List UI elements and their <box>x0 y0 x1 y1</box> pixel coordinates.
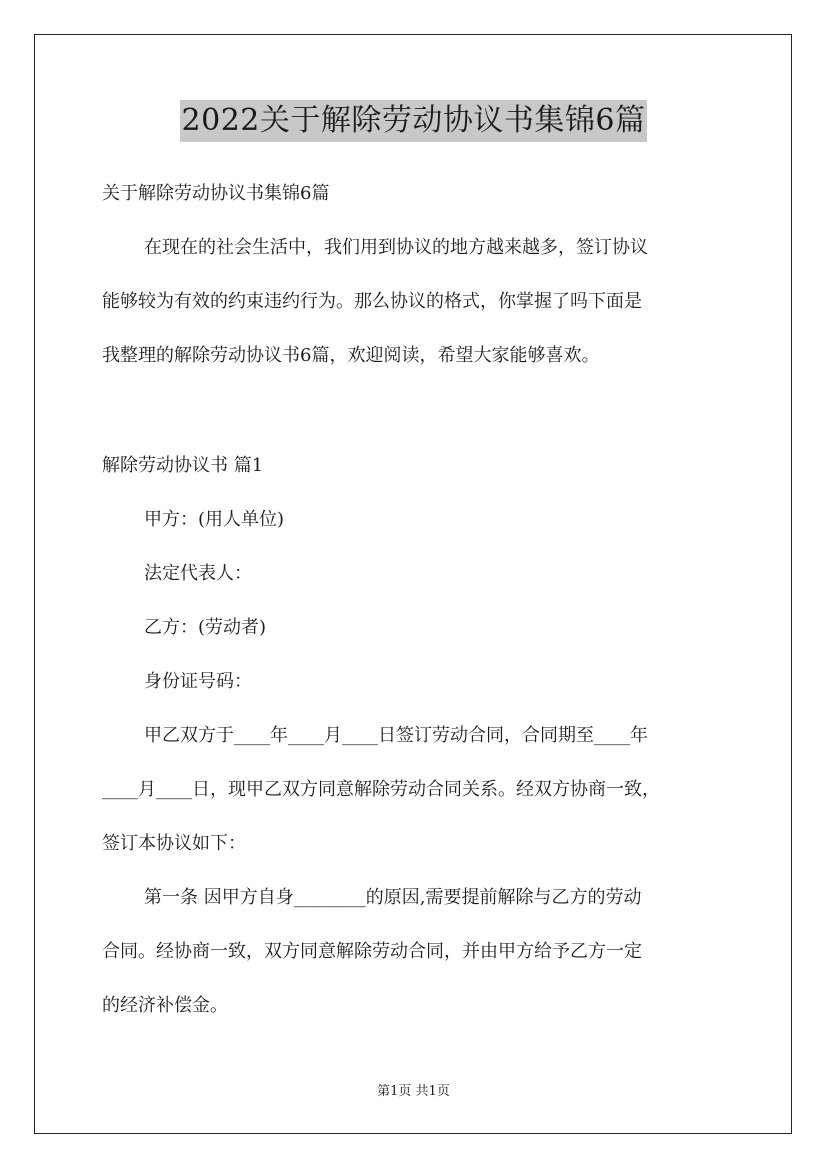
field-party-b: 乙方：(劳动者) <box>144 617 267 638</box>
intro-line: 在现在的社会生活中，我们用到协议的地方越来越多，签订协议 <box>144 237 648 258</box>
field-legal-representative: 法定代表人： <box>144 563 252 584</box>
field-id-number: 身份证号码： <box>144 671 252 692</box>
page-footer: 第1页 共1页 <box>377 1084 450 1099</box>
intro-line: 我整理的解除劳动协议书6篇，欢迎阅读，希望大家能够喜欢。 <box>102 345 600 366</box>
section-heading: 解除劳动协议书 篇1 <box>102 455 264 476</box>
intro-line: 能够较为有效的约束违约行为。那么协议的格式，你掌握了吗下面是 <box>102 291 642 312</box>
document-subtitle: 关于解除劳动协议书集锦6篇 <box>102 183 330 204</box>
paragraph-line: 甲乙双方于____年____月____日签订劳动合同，合同期至____年 <box>144 725 648 746</box>
article-line: 第一条 因甲方自身________的原因,需要提前解除与乙方的劳动 <box>144 887 642 908</box>
document-title: 2022关于解除劳动协议书集锦6篇 <box>180 100 648 142</box>
paragraph-line: 签订本协议如下： <box>102 833 246 854</box>
document-title-block <box>0 100 827 142</box>
field-party-a: 甲方：(用人单位) <box>144 509 285 530</box>
article-line: 的经济补偿金。 <box>102 995 228 1016</box>
paragraph-line: ____月____日，现甲乙双方同意解除劳动合同关系。经双方协商一致， <box>102 779 660 800</box>
article-line: 合同。经协商一致，双方同意解除劳动合同，并由甲方给予乙方一定 <box>102 941 642 962</box>
